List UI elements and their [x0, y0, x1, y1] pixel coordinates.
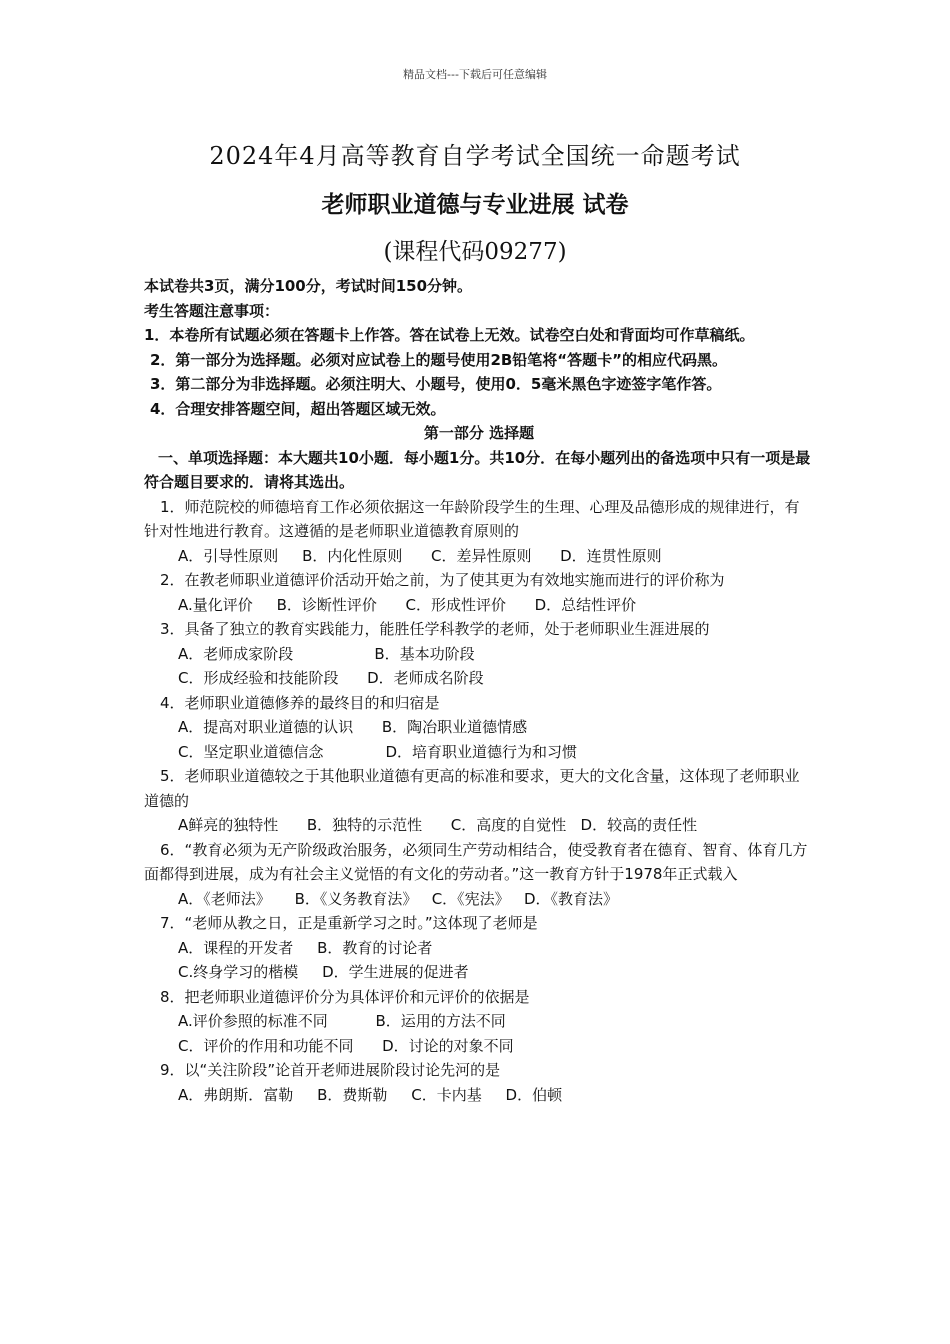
question-item — [144, 911, 814, 985]
part1-heading: 第一部分 选择题 — [423, 424, 535, 442]
exam-title: 2024年4月高等教育自学考试全国统一命题考试 — [209, 142, 741, 170]
question-options: C．形成经验和技能阶段 D．老师成名阶段 — [178, 669, 484, 687]
question-options: C．坚定职业道德信念 D．培育职业道德行为和习惯 — [178, 742, 578, 761]
notice-rule-1: 1．本卷所有试题必须在答题卡上作答。答在试卷上无效。试卷空白处和背面均可作草稿纸。 — [144, 326, 755, 344]
question-stem: 2．在教老师职业道德评价活动开始之前，为了使其更为有效地实施而进行的评价称为 — [160, 571, 725, 589]
question-options: A．《老师法》 B．《义务教育法》 C．《宪法》 D．《教育法》 — [178, 889, 619, 908]
question-stem: 5．老师职业道德较之于其他职业道德有更高的标准和要求，更大的文化含量，这体现了老师职业道德的 — [144, 767, 800, 810]
notice-rule-4: 4．合理安排答题空间，超出答题区域无效。 — [150, 399, 446, 418]
course-code: (课程代码09277) — [383, 239, 567, 265]
question-item — [144, 568, 814, 617]
question-stem: 4．老师职业道德修养的最终目的和归宿是 — [160, 693, 440, 712]
section1-instructions: 一、单项选择题：本大题共10小题．每小题1分。共10分．在每小题列出的备选项中只有一项是最符合题目要求的．请将其选出。 — [144, 448, 811, 491]
question-stem: 3．具备了独立的教育实践能力，能胜任学科教学的老师，处于老师职业生涯进展的 — [160, 620, 710, 638]
question-options: A．弗朗斯．富勒 B．费斯勒 C．卡内基 D．伯顿 — [178, 1085, 563, 1104]
course-title: 老师职业道德与专业进展 试卷 — [321, 192, 629, 218]
question-item — [144, 985, 814, 1059]
question-options: C．评价的作用和功能不同 D．讨论的对象不同 — [178, 1036, 514, 1055]
notice-rule-3: 3．第二部分为非选择题。必须注明大、小题号，使用0．5毫米黑色字迹签字笔作答。 — [150, 375, 722, 393]
question-options: C.终身学习的楷模 D．学生进展的促进者 — [178, 963, 469, 981]
question-options: A．课程的开发者 B．教育的讨论者 — [178, 938, 433, 957]
question-stem: 1．师范院校的师德培育工作必须依据这一年龄阶段学生的生理、心理及品德形成的规律进行，有针对性地进行教育。这遵循的是老师职业道德教育原则的 — [144, 497, 800, 540]
notice-rule-2: 2．第一部分为选择题。必须对应试卷上的题号使用2B铅笔将“答题卡”的相应代码黑。 — [150, 350, 728, 369]
question-options: A．引导性原则 B．内化性原则 C．差异性原则 D．连贯性原则 — [178, 546, 662, 565]
question-item — [144, 495, 814, 569]
header-note: 精品文档---下载后可任意编辑 — [403, 68, 547, 81]
question-list — [144, 495, 814, 1108]
exam-content — [144, 274, 814, 1107]
question-options: A．提高对职业道德的认识 B．陶冶职业道德情感 — [178, 718, 528, 736]
question-options: A．老师成家阶段 B．基本功阶段 — [178, 644, 475, 663]
question-item — [144, 691, 814, 765]
question-stem: 9．以“关注阶段”论首开老师进展阶段讨论先河的是 — [160, 1061, 501, 1079]
question-options: A鲜亮的独特性 B．独特的示范性 C．高度的自觉性 D．较高的责任性 — [178, 816, 698, 834]
question-item — [144, 617, 814, 691]
question-item — [144, 764, 814, 838]
question-item — [144, 1058, 814, 1107]
question-options: A.评价参照的标准不同 B．运用的方法不同 — [178, 1012, 506, 1030]
question-stem: 6．“教育必须为无产阶级政治服务，必须同生产劳动相结合，使受教育者在德育、智育、体育几方面都得到进展，成为有社会主义觉悟的有文化的劳动者。”这一教育方针于1978年正式载入 — [144, 840, 808, 883]
question-item — [144, 838, 814, 912]
question-stem: 8．把老师职业道德评价分为具体评价和元评价的依据是 — [160, 987, 530, 1006]
question-options: A.量化评价 B．诊断性评价 C．形成性评价 D．总结性评价 — [178, 595, 637, 614]
notice-heading: 考生答题注意事项： — [144, 301, 280, 320]
exam-info: 本试卷共3页，满分100分，考试时间150分钟。 — [144, 277, 473, 295]
question-stem: 7．“老师从教之日，正是重新学习之时。”这体现了老师是 — [160, 914, 538, 932]
